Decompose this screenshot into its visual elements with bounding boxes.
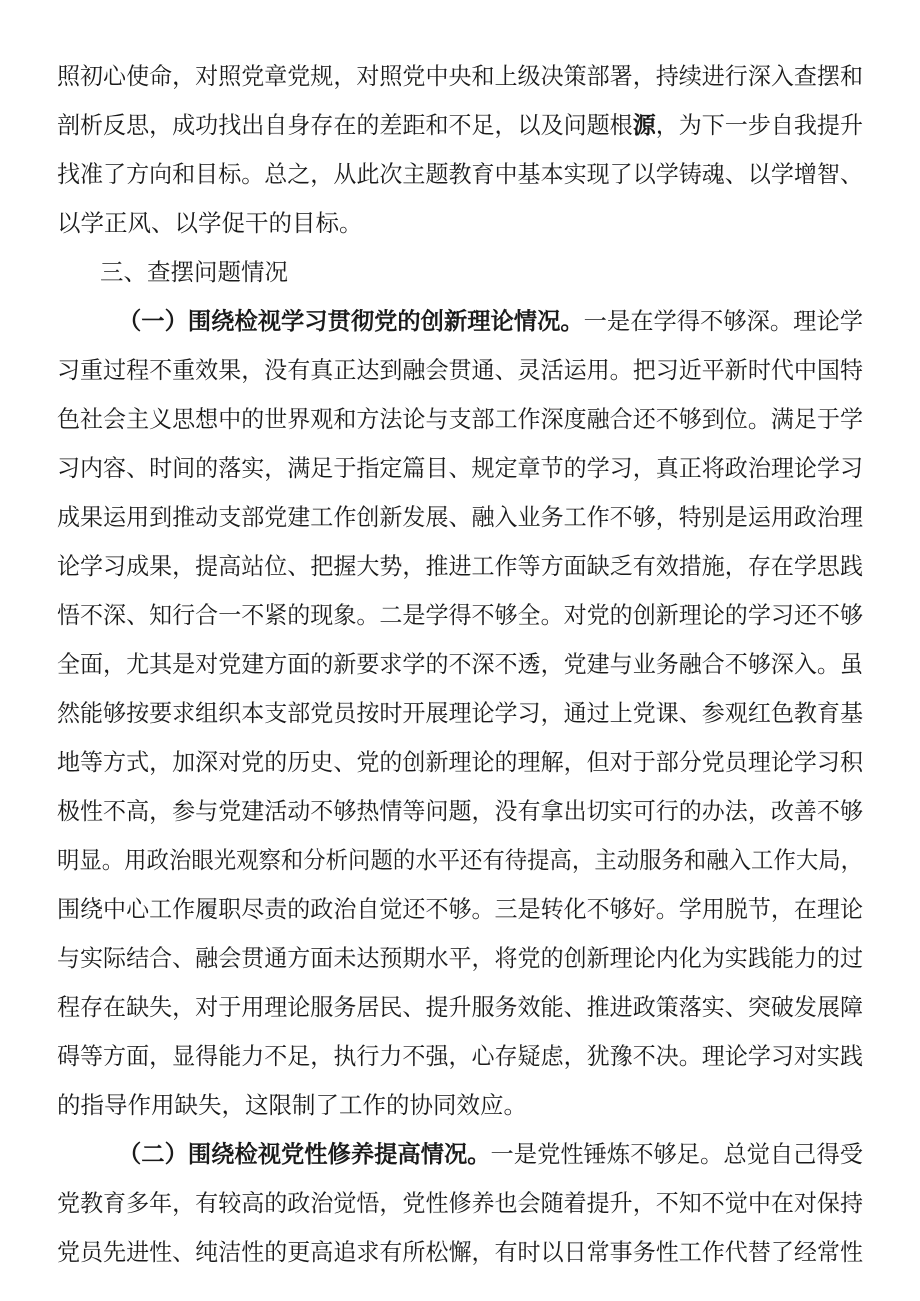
sub2-line: 党员先进性、纯洁性的更高追求有所松懈，有时以日常事务性工作代替了经常性 [57,1238,863,1266]
section-heading: 三、查摆问题情况 [100,258,288,286]
sub1-title: （一）围绕检视学习贯彻党的创新理论情况。 [118,307,584,335]
intro-line-4: 以学正风、以学促干的目标。 [57,209,363,237]
sub1-line: 明显。用政治眼光观察和分析问题的水平还有待提高，主动服务和融入工作大局， [57,846,863,874]
sub1-line: 然能够按要求组织本支部党员按时开展理论学习，通过上党课、参观红色教育基 [57,699,863,727]
sub1-line: 习重过程不重效果，没有真正达到融会贯通、灵活运用。把习近平新时代中国特 [57,356,863,384]
sub1-line: 成果运用到推动支部党建工作创新发展、融入业务工作不够，特别是运用政治理 [57,503,863,531]
sub2-first-line: （二）围绕检视党性修养提高情况。一是党性锤炼不够足。总觉自己得受 [118,1140,864,1168]
intro-line-1: 照初心使命，对照党章党规，对照党中央和上级决策部署，持续进行深入查摆和 [57,62,863,90]
intro-line-2: 剖析反思，成功找出自身存在的差距和不足，以及问题根源，为下一步自我提升 [57,111,863,139]
sub1-line-last: 的指导作用缺失，这限制了工作的协同效应。 [57,1091,527,1119]
sub1-line: 悟不深、知行合一不紧的现象。二是学得不够全。对党的创新理论的学习还不够 [57,601,863,629]
sub1-line: 论学习成果，提高站位、把握大势，推进工作等方面缺乏有效措施，存在学思践 [57,552,863,580]
intro-line-3: 找准了方向和目标。总之，从此次主题教育中基本实现了以学铸魂、以学增智、 [57,160,863,188]
sub1-line: 程存在缺失，对于用理论服务居民、提升服务效能、推进政策落实、突破发展障 [57,993,863,1021]
sub1-line: 碍等方面，显得能力不足，执行力不强，心存疑虑，犹豫不决。理论学习对实践 [57,1042,863,1070]
sub2-title: （二）围绕检视党性修养提高情况。 [118,1140,491,1168]
sub1-line: 全面，尤其是对党建方面的新要求学的不深不透，党建与业务融合不够深入。虽 [57,650,863,678]
sub1-line: 与实际结合、融会贯通方面未达预期水平，将党的创新理论内化为实践能力的过 [57,944,863,972]
sub1-line: 极性不高，参与党建活动不够热情等问题，没有拿出切实可行的办法，改善不够 [57,797,863,825]
sub1-line: 围绕中心工作履职尽责的政治自觉还不够。三是转化不够好。学用脱节，在理论 [57,895,863,923]
sub1-line: 地等方式，加深对党的历史、党的创新理论的理解，但对于部分党员理论学习积 [57,748,863,776]
sub1-first-line: （一）围绕检视学习贯彻党的创新理论情况。一是在学得不够深。理论学 [118,307,864,335]
sub2-line: 党教育多年，有较高的政治觉悟，党性修养也会随着提升，不知不觉中在对保持 [57,1189,863,1217]
bold-char: 源 [632,111,656,139]
sub1-line: 色社会主义思想中的世界观和方法论与支部工作深度融合还不够到位。满足于学 [57,405,863,433]
sub1-line: 习内容、时间的落实，满足于指定篇目、规定章节的学习，真正将政治理论学习 [57,454,863,482]
